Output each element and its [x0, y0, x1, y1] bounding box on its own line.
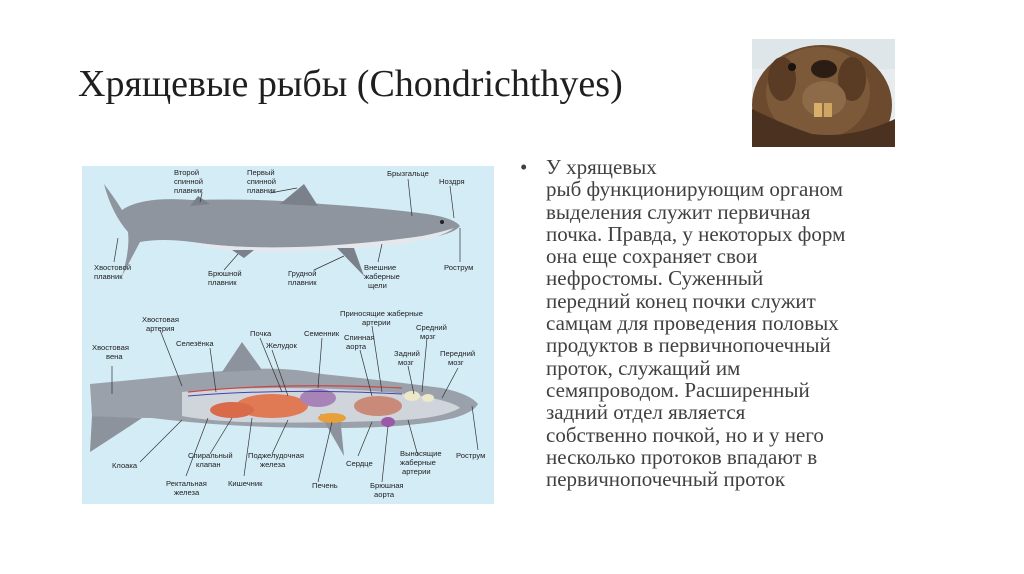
paragraph-line: собственно почкой, но и у него: [546, 422, 824, 447]
label-rectal-gland: Ректальная железа: [166, 479, 207, 497]
label-afferent-gill-arteries: Приносящие жаберные артерии: [340, 309, 423, 327]
label-testes: Семенник: [304, 329, 340, 338]
paragraph-line: она еще сохраняет свои: [546, 244, 758, 269]
label-dorsal-aorta: Спинная аорта: [344, 333, 375, 351]
bullet-marker: •: [520, 155, 528, 179]
paragraph-line: почка. Правда, у некоторых форм: [546, 221, 846, 246]
label-pectoral-fin: Грудной плавник: [288, 269, 317, 287]
shark-external-illustration: [104, 184, 460, 276]
label-caudal-artery: Хвостовая артерия: [142, 315, 179, 333]
label-ventral-aorta: Брюшная аорта: [370, 481, 404, 499]
slide-title: Хрящевые рыбы (Chondrichthyes): [78, 63, 623, 105]
paragraph-line: нефростомы. Суженный: [546, 266, 764, 291]
shark-anatomy-figure: [82, 166, 494, 504]
paragraph-line: самцам для проведения половых: [546, 311, 839, 336]
label-stomach: Желудок: [266, 341, 297, 350]
label-intestine: Кишечник: [228, 479, 263, 488]
label-rostrum-top: Рострум: [444, 263, 474, 272]
paragraph-line: первичнопочечный проток: [546, 467, 786, 492]
paragraph-line: семяпроводом. Расширенный: [546, 377, 810, 402]
shark-internal-illustration: [90, 342, 478, 456]
label-pancreas: Поджелудочная железа: [248, 451, 304, 469]
label-caudal-fin: Хвостовой плавник: [94, 263, 132, 281]
label-caudal-vein: Хвостовая вена: [92, 343, 129, 361]
label-second-dorsal-fin: Второй спинной плавник: [174, 168, 204, 195]
label-midbrain: Средний мозг: [416, 323, 447, 341]
paragraph-line: продуктов в первичнопочечный: [546, 333, 831, 358]
paragraph-line: выделения служит первичная: [546, 199, 811, 224]
paragraph-line: задний отдел является: [546, 400, 746, 425]
label-liver: Печень: [312, 481, 338, 490]
label-hindbrain: Задний мозг: [394, 349, 420, 367]
label-cloaca: Клоака: [112, 461, 138, 470]
label-external-gill-slits: Внешние жаберные щели: [364, 263, 400, 290]
label-kidney: Почка: [250, 329, 272, 338]
label-pelvic-fin: Брюшной плавник: [208, 269, 242, 287]
bullet-paragraph: [546, 156, 960, 490]
paragraph-line: рыб функционирующим органом: [546, 177, 843, 202]
label-efferent-gill-arteries: Выносящие жаберные артерии: [400, 449, 442, 476]
paragraph-line: проток, служащий им: [546, 355, 741, 380]
label-first-dorsal-fin: Первый спинной плавник: [247, 168, 277, 195]
label-nostril: Ноздря: [439, 177, 465, 186]
paragraph-line: передний конец почки служит: [546, 288, 816, 313]
label-spiracle: Брызгальце: [387, 169, 429, 178]
label-heart: Сердце: [346, 459, 373, 468]
label-spiral-valve: Спиральный клапан: [188, 451, 233, 469]
label-rostrum-bottom: Рострум: [456, 451, 486, 460]
label-forebrain: Передний мозг: [440, 349, 476, 367]
paragraph-line: несколько протоков впадают в: [546, 444, 818, 469]
beaver-photo: [752, 39, 895, 147]
label-spleen: Селезёнка: [176, 339, 214, 348]
paragraph-line: У хрящевых: [546, 155, 657, 179]
